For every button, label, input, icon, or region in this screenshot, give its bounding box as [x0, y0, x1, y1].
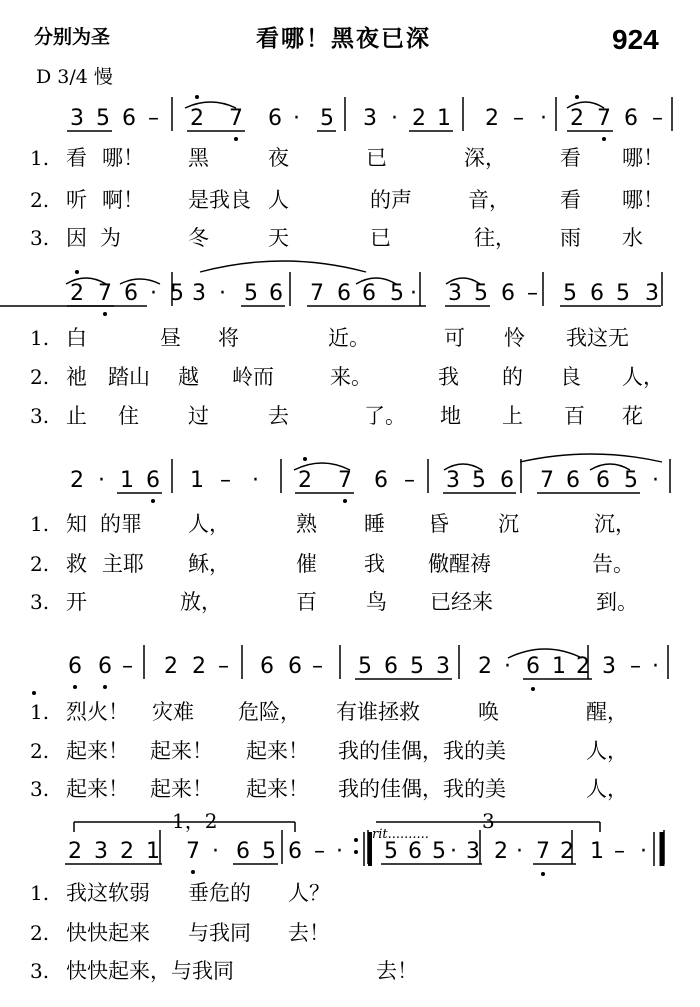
note: – [614, 839, 625, 864]
note: – [314, 839, 325, 864]
note: – [220, 468, 231, 493]
lyric-text: 百 [296, 590, 317, 614]
lyric-text: 去！ [376, 959, 418, 983]
low-octave-dot [73, 685, 77, 689]
note: 6 [288, 839, 302, 864]
lyric-text: 踏山 [108, 365, 150, 389]
verse-number: 3. [30, 404, 50, 428]
note: 6 [566, 468, 580, 493]
note: – [630, 654, 641, 679]
lyric-text: 听 [66, 188, 87, 212]
verse-number: 1. [30, 326, 50, 350]
note: 5 [262, 839, 276, 864]
note: 3 [94, 839, 108, 864]
note: 6 [501, 281, 515, 306]
lyric-text: 昏 [428, 512, 449, 536]
note: 7 [310, 281, 324, 306]
lyric-text: 起来！ [150, 739, 213, 763]
slur [200, 261, 366, 272]
note: · [450, 839, 457, 864]
note: – [312, 654, 323, 679]
note: 5 [244, 281, 258, 306]
lyric-text: 地 [440, 404, 461, 428]
note: · [652, 468, 659, 493]
note: 2 [412, 106, 426, 131]
lyric-text: 天 [268, 226, 289, 250]
note: 2 [70, 281, 84, 306]
note: 5 [384, 839, 398, 864]
note: · [516, 839, 523, 864]
note: 7 [98, 281, 112, 306]
lyric-text: 往， [474, 226, 516, 250]
lyric-text: 是我良 [188, 188, 251, 212]
lyric-text: 可 [444, 326, 465, 350]
note: · [391, 106, 398, 131]
lyric-text: 音， [468, 188, 510, 212]
lyric-text: 与我同 [188, 921, 251, 945]
lyric-text: 了。 [364, 404, 406, 428]
note: – [148, 106, 159, 131]
low-octave-dot [602, 137, 606, 141]
repeat-dot [354, 838, 358, 842]
lyric-text: 主耶 [102, 552, 144, 576]
high-octave-dot [75, 270, 79, 274]
lyric-text: 起来！ [150, 777, 213, 801]
lyric-text: 知 [66, 512, 87, 536]
note: 7 [536, 839, 550, 864]
note: 5 [358, 654, 372, 679]
note: · [98, 468, 105, 493]
note: 5 [170, 281, 184, 306]
high-octave-dot [303, 457, 307, 461]
lyric-text: 我 [438, 365, 459, 389]
note: · [293, 106, 300, 131]
note: 5 [474, 281, 488, 306]
note: 5 [96, 106, 110, 131]
note: – [652, 106, 663, 131]
lyric-text: 熟 [296, 512, 317, 536]
low-octave-dot [151, 499, 155, 503]
lyric-text: 唤 [478, 700, 499, 724]
note: 6 [374, 468, 388, 493]
verse-number: 1. [30, 700, 50, 724]
lyric-text: 的声 [370, 188, 412, 212]
lyric-text: 深， [464, 146, 506, 170]
lyric-text: 上 [502, 404, 523, 428]
note: 2 [298, 468, 312, 493]
note: 6 [268, 106, 282, 131]
lyric-text: 花 [622, 404, 643, 428]
lyric-text: 放， [180, 590, 222, 614]
lyric-text: 起来！ [66, 739, 129, 763]
lyric-text: 止 [66, 404, 87, 428]
lyric-text: 告。 [592, 552, 634, 576]
verse-number: 3. [30, 226, 50, 250]
note: 6 [362, 281, 376, 306]
note: 6 [500, 468, 514, 493]
note: · [336, 839, 343, 864]
lyric-text: 起来！ [246, 739, 309, 763]
lyric-text: 到。 [596, 590, 638, 614]
low-octave-dot [191, 870, 195, 874]
lyric-text: 去 [268, 404, 289, 428]
note: 6 [596, 468, 610, 493]
note: 5 [616, 281, 630, 306]
note: 2 [570, 106, 584, 131]
note: 6 [122, 106, 136, 131]
verse-number: 3. [30, 777, 50, 801]
collection-label: 分别为圣 [34, 26, 111, 48]
rit-marking: rit.......... [372, 827, 429, 842]
volta-1-label: 1，2 [172, 809, 218, 833]
lyric-text: 我的佳偶，我的美 [338, 739, 506, 763]
key-signature: D 3/4 慢 [36, 66, 113, 88]
lyric-text: 看 [66, 146, 87, 170]
note: 3 [645, 281, 659, 306]
note: 6 [124, 281, 138, 306]
note: – [122, 654, 133, 679]
lyric-text: 救 [66, 552, 87, 576]
low-octave-dot [541, 872, 545, 876]
lyric-text: 已经来 [430, 590, 493, 614]
note: 2 [68, 839, 82, 864]
verse-number: 2. [30, 365, 50, 389]
note: 5 [320, 106, 334, 131]
lyric-text: 哪！ [622, 188, 664, 212]
note: 6 [624, 106, 638, 131]
lyric-text: 将 [218, 326, 239, 350]
note: 1 [590, 839, 604, 864]
note: · [150, 281, 157, 306]
lyric-text: 灾难 [152, 700, 194, 724]
note: 3 [363, 106, 377, 131]
lyric-text: 醒， [586, 700, 628, 724]
note: · [219, 281, 226, 306]
note: 7 [186, 839, 200, 864]
lyric-text: 沉， [594, 512, 636, 536]
lyric-text: 危险， [238, 700, 301, 724]
lyric-text: 过 [188, 404, 209, 428]
verse-number: 2. [30, 552, 50, 576]
lyric-text: 良 [560, 365, 581, 389]
note: 6 [146, 468, 160, 493]
lyric-text: 看 [560, 188, 581, 212]
lyric-text: 的罪 [100, 512, 142, 536]
note: 5 [563, 281, 577, 306]
note: – [218, 654, 229, 679]
lyric-text: 沉 [498, 512, 519, 536]
note: 1 [190, 468, 204, 493]
lyric-text: 我这无 [566, 326, 629, 350]
volta-3-label: 3 [482, 809, 495, 833]
lyric-text: 岭而 [232, 365, 274, 389]
note: 2 [494, 839, 508, 864]
note: 6 [337, 281, 351, 306]
note: 6 [269, 281, 283, 306]
lyric-text: 看 [560, 146, 581, 170]
note: 2 [70, 468, 84, 493]
verse-number: 1. [30, 146, 50, 170]
verse-number: 3. [30, 590, 50, 614]
lyric-text: 啊！ [102, 188, 144, 212]
hymn-number: 924 [612, 24, 659, 55]
lyric-text: 去！ [288, 921, 330, 945]
lyric-text: 百 [564, 404, 585, 428]
lyric-text: 黑 [188, 146, 209, 170]
lyric-text: 的 [502, 365, 523, 389]
note: 6 [260, 654, 274, 679]
note: 1 [146, 839, 160, 864]
slur [508, 649, 582, 658]
note: 1 [437, 106, 451, 131]
note: 3 [436, 654, 450, 679]
verse-number: 2. [30, 921, 50, 945]
note: 5 [472, 468, 486, 493]
lyric-text: 烈火！ [66, 700, 129, 724]
note: 3 [466, 839, 480, 864]
lyric-text: 怜 [504, 326, 525, 350]
note: 3 [446, 468, 460, 493]
note: · [652, 654, 659, 679]
lyric-text: 已 [370, 226, 391, 250]
lyric-text: 水 [622, 226, 643, 250]
note: 3 [602, 654, 616, 679]
lyric-text: 为 [100, 226, 121, 250]
lyric-text: 稣， [188, 552, 230, 576]
lyric-text: 住 [118, 404, 139, 428]
low-octave-dot [343, 499, 347, 503]
lyric-text: 近。 [328, 326, 370, 350]
note: 6 [526, 654, 540, 679]
high-octave-dot [195, 95, 199, 99]
lyric-text: 我这软弱 [66, 881, 150, 905]
lyric-text: 开 [66, 590, 87, 614]
note: 3 [448, 281, 462, 306]
note: 7 [229, 106, 243, 131]
note: 6 [408, 839, 422, 864]
lyric-text: 人？ [288, 881, 330, 905]
low-octave-dot [103, 685, 107, 689]
lyric-text: 我 [364, 552, 385, 576]
lyric-text: 人， [586, 739, 628, 763]
note: 5 [390, 281, 404, 306]
verse-number: 1. [30, 881, 50, 905]
lyric-text: 我的佳偶，我的美 [338, 777, 506, 801]
lyric-text: 鸟 [366, 590, 387, 614]
lyric-text: 哪！ [102, 146, 144, 170]
lyric-text: 冬 [188, 226, 209, 250]
verse-number: 3. [30, 959, 50, 983]
note: 7 [540, 468, 554, 493]
note: · [410, 281, 417, 306]
note: · [252, 468, 259, 493]
repeat-dot [354, 850, 358, 854]
lyric-text: 人， [622, 365, 664, 389]
lyric-text: 已 [366, 146, 387, 170]
note: 7 [597, 106, 611, 131]
lyric-text: 人， [188, 512, 230, 536]
note: 6 [68, 654, 82, 679]
note: 1 [552, 654, 566, 679]
note: · [640, 839, 647, 864]
song-title: 看哪！黑夜已深 [256, 26, 431, 52]
note: 6 [288, 654, 302, 679]
verse-number: 2. [30, 188, 50, 212]
note: 2 [120, 839, 134, 864]
lyric-text: 白 [66, 326, 87, 350]
note: – [527, 281, 538, 306]
lyric-text: 快快起来 [66, 921, 150, 945]
lyric-text: 雨 [560, 226, 581, 250]
note: 2 [560, 839, 574, 864]
lyric-text: 人 [268, 188, 289, 212]
note: – [404, 468, 415, 493]
note: 2 [576, 654, 590, 679]
note: 5 [624, 468, 638, 493]
lyric-text: 昼 [160, 326, 181, 350]
lyric-text: 越 [178, 365, 199, 389]
note: 6 [236, 839, 250, 864]
note: 6 [384, 654, 398, 679]
slur [520, 454, 662, 462]
lyric-text: 祂 [66, 365, 87, 389]
note: 7 [338, 468, 352, 493]
note: · [540, 106, 547, 131]
note: 5 [432, 839, 446, 864]
note: · [212, 839, 219, 864]
lyric-text: 哪！ [622, 146, 664, 170]
lyric-text: 垂危的 [188, 881, 251, 905]
note: 6 [98, 654, 112, 679]
lyric-text: 起来！ [66, 777, 129, 801]
lyric-text: 人， [586, 777, 628, 801]
note: 2 [485, 106, 499, 131]
lyric-text: 因 [66, 226, 87, 250]
lyric-text: 有谁拯救 [336, 700, 420, 724]
note: 2 [478, 654, 492, 679]
note: 2 [190, 106, 204, 131]
low-octave-dot [103, 312, 107, 316]
low-octave-dot [531, 687, 535, 691]
lyric-text: 起来！ [246, 777, 309, 801]
note: 3 [70, 106, 84, 131]
note: 1 [120, 468, 134, 493]
note: · [504, 654, 511, 679]
note: 5 [410, 654, 424, 679]
lyric-text: 儆醒祷 [428, 552, 491, 576]
note: 3 [192, 281, 206, 306]
note: 6 [590, 281, 604, 306]
verse-number: 1. [30, 512, 50, 536]
lyric-text: 来。 [330, 365, 372, 389]
system-start-dot [32, 691, 36, 695]
note: 2 [164, 654, 178, 679]
lyric-text: 催 [296, 552, 317, 576]
verse-number: 2. [30, 739, 50, 763]
note: 2 [192, 654, 206, 679]
lyric-text: 快快起来，与我同 [66, 959, 234, 983]
lyric-text: 夜 [268, 146, 289, 170]
lyric-text: 睡 [364, 512, 385, 536]
note: – [513, 106, 524, 131]
high-octave-dot [575, 95, 579, 99]
low-octave-dot [234, 137, 238, 141]
